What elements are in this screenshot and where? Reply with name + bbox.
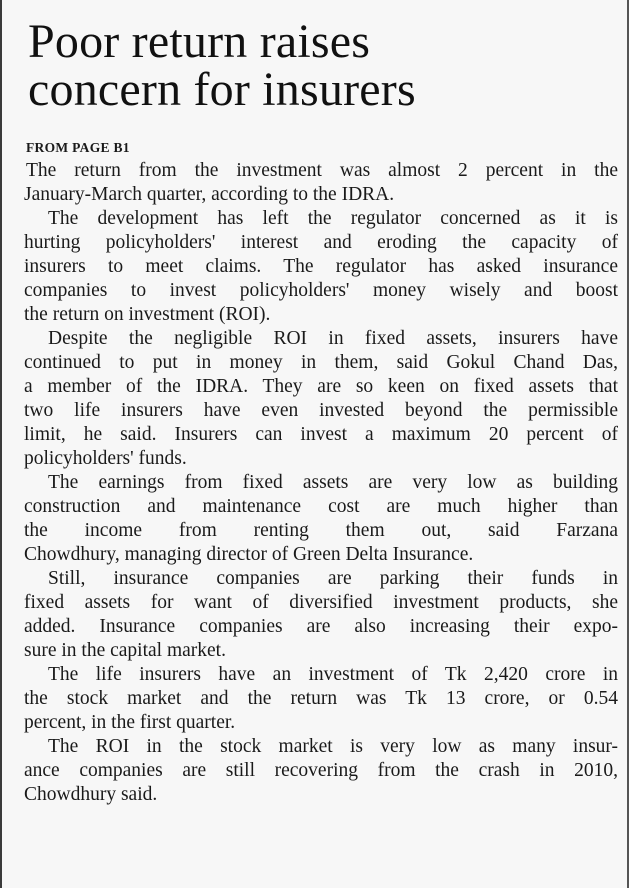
text-line: limit, he said. Insurers can invest a maximum 20 percent of bbox=[24, 424, 618, 445]
text-line: insurers to meet claims. The regulator has asked insurance bbox=[24, 256, 618, 277]
paragraph bbox=[24, 327, 618, 471]
text-line: The life insurers have an investment of Tk 2,420 crore in bbox=[48, 664, 618, 685]
text-line: a member of the IDRA. They are so keen on fixed assets that bbox=[24, 376, 618, 397]
text-line: The return from the investment was almost 2 percent in the bbox=[26, 160, 618, 181]
text-line: two life insurers have even invested beyond the permissible bbox=[24, 400, 618, 421]
text-line: hurting policyholders' interest and eroding the capacity of bbox=[24, 232, 618, 253]
text-line: Still, insurance companies are parking their funds in bbox=[48, 568, 618, 589]
headline-line: Poor return raises bbox=[28, 15, 371, 68]
text-line: fixed assets for want of diversified investment products, she bbox=[24, 592, 618, 613]
paragraph bbox=[24, 663, 618, 735]
text-line: the stock market and the return was Tk 13 crore, or 0.54 bbox=[24, 688, 618, 709]
text-line: The development has left the regulator concerned as it is bbox=[48, 208, 618, 229]
paragraph bbox=[24, 159, 618, 207]
text-line: companies to invest policyholders' money wisely and boost bbox=[24, 280, 618, 301]
text-line: percent, in the first quarter. bbox=[24, 712, 236, 733]
text-line: January-March quarter, according to the IDRA. bbox=[24, 184, 395, 205]
paragraph bbox=[24, 207, 618, 327]
text-line: the return on investment (ROI). bbox=[24, 304, 271, 325]
text-line: The earnings from fixed assets are very low as building bbox=[48, 472, 618, 493]
text-line: the income from renting them out, said Farzana bbox=[24, 520, 618, 541]
paragraph bbox=[24, 735, 618, 807]
paragraph bbox=[24, 567, 618, 663]
text-line: Chowdhury said. bbox=[24, 784, 158, 805]
kicker-from-page: FROM PAGE B1 bbox=[26, 140, 130, 155]
text-line: construction and maintenance cost are much higher than bbox=[24, 496, 618, 517]
text-line: ance companies are still recovering from the crash in 2010, bbox=[24, 760, 618, 781]
headline-line: concern for insurers bbox=[28, 63, 416, 116]
text-line: continued to put in money in them, said Gokul Chand Das, bbox=[24, 352, 618, 373]
text-line: The ROI in the stock market is very low as many insur- bbox=[48, 736, 618, 757]
clipping-left-edge bbox=[0, 0, 2, 888]
text-line: policyholders' funds. bbox=[24, 448, 187, 469]
paragraph bbox=[24, 471, 618, 567]
article-body bbox=[24, 159, 618, 807]
text-line: Chowdhury, managing director of Green Delta Insurance. bbox=[24, 544, 474, 565]
text-line: sure in the capital market. bbox=[24, 640, 226, 661]
text-line: Despite the negligible ROI in fixed assets, insurers have bbox=[48, 328, 618, 349]
headline bbox=[28, 15, 618, 116]
text-line: added. Insurance companies are also increasing their expo- bbox=[24, 616, 618, 637]
